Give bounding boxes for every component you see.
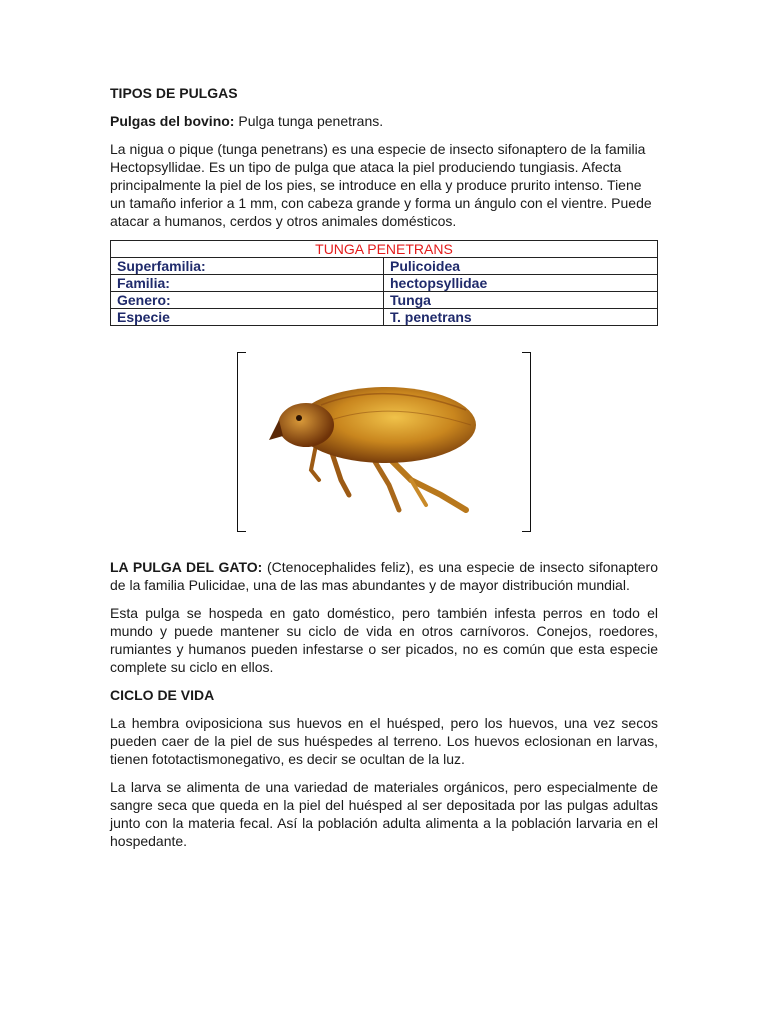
table-key: Familia: [111,275,384,292]
table-value: Tunga [384,292,658,309]
flea-figure [237,352,531,532]
table-key: Especie [111,309,384,326]
table-row [111,275,658,292]
cat-label: LA PULGA DEL GATO: [110,559,263,575]
taxonomy-table [110,240,658,326]
flea-image [261,370,491,530]
table-row [111,292,658,309]
cat-text: (Ctenocephalides feliz), es una especie de insecto sifonaptero de la familia Pulicidae, una de las mas abundantes y de mayor distribución mundial. [110,559,658,593]
intro-paragraph: La nigua o pique (tunga penetrans) es una especie de insecto sifonaptero de la familia Hectopsyllidae. Es un tipo de pulga que ataca la piel produciendo tungiasis. Afecta principalmente la piel de los pies, se introduce en ella y produce prurito intenso. Tiene un tamaño inferior a 1 mm, con cabeza grande y forma un ángulo con el vientre. Puede atacar a humanos, cerdos y otros animales domésticos. [110,141,652,229]
table-header-row [111,241,658,258]
document-body [110,84,658,860]
bovine-paragraph [110,112,658,130]
bovine-text: Pulga tunga penetrans. [234,113,384,129]
table-value: T. penetrans [384,309,658,326]
table-value: hectopsyllidae [384,275,658,292]
figure-bracket-right [522,352,531,532]
table-value: Pulicoidea [384,258,658,275]
cycle-heading: CICLO DE VIDA [110,687,215,703]
cycle-paragraph-2: La larva se alimenta de una variedad de materiales orgánicos, pero especialmente de sangre seca que queda en la piel del huésped al ser depositada por las pulgas adultas junto con la materia fecal. Así la población adulta alimenta a la población larvaria en el hospedante. [110,779,658,849]
figure-bracket-left [237,352,246,532]
cat-paragraph [110,558,658,594]
page-title: TIPOS DE PULGAS [110,85,238,101]
host-paragraph: Esta pulga se hospeda en gato doméstico, pero también infesta perros en todo el mundo y puede mantener su ciclo de vida en otros carnívoros. Conejos, roedores, rumiantes y humanos pueden infestarse o ser picados, no es común que esta especie complete su ciclo en ellos. [110,605,658,675]
table-row [111,309,658,326]
table-key: Superfamilia: [111,258,384,275]
table-key: Genero: [111,292,384,309]
bovine-label: Pulgas del bovino: [110,113,235,129]
table-row [111,258,658,275]
cycle-paragraph-1: La hembra oviposiciona sus huevos en el huésped, pero los huevos, una vez secos pueden caer de la piel de sus huéspedes al terreno. Los huevos eclosionan en larvas, tienen fototactismonegativo, es decir se ocultan de la luz. [110,715,658,767]
table-header: TUNGA PENETRANS [111,241,658,258]
